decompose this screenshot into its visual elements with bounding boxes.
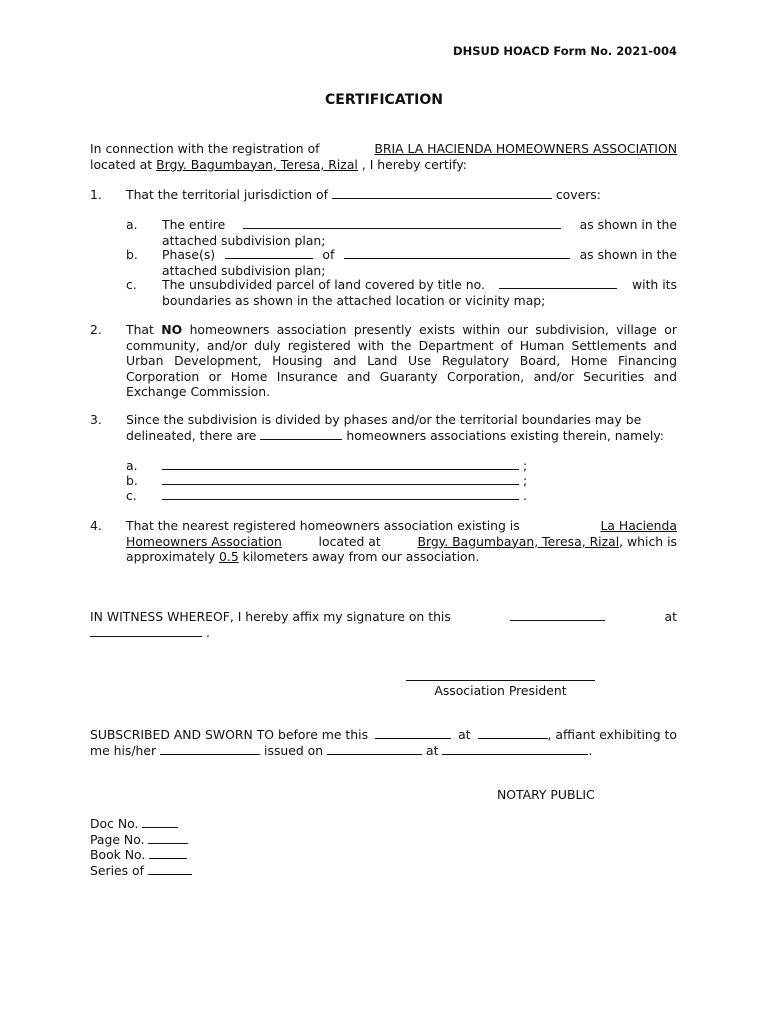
- item-1a-label: a.: [126, 217, 138, 232]
- nearest-association-location: Brgy. Bagumbayan, Teresa, Rizal: [417, 533, 620, 549]
- series-label: Series of: [90, 862, 144, 878]
- issued-on-blank: [327, 743, 422, 755]
- phase-of-blank: [344, 247, 570, 259]
- intro-suffix: , I hereby certify:: [361, 156, 467, 172]
- item-3-line2-post: homeowners associations existing therein, namely:: [346, 427, 664, 443]
- item-2-text: [126, 322, 677, 400]
- item-3b-line: [162, 473, 527, 489]
- item-3c-label: c.: [126, 488, 137, 503]
- sworn-line2-c: at: [426, 742, 439, 758]
- item-2-pre: That: [126, 322, 154, 337]
- item-3a-line: [162, 458, 527, 474]
- phase-blank: [225, 247, 313, 259]
- sworn-line2-d: .: [588, 742, 593, 758]
- item-4-text: [126, 518, 677, 565]
- item-2-number: 2.: [90, 322, 102, 337]
- intro-paragraph: [90, 141, 677, 172]
- item-4-post: kilometers away from our association.: [242, 549, 480, 564]
- sworn-place-blank: [478, 727, 548, 739]
- item-3c-end: .: [522, 488, 527, 503]
- witness-end: .: [205, 624, 210, 640]
- item-3b-end: ;: [522, 473, 528, 488]
- item-3-number: 3.: [90, 412, 102, 427]
- sworn-line2-a: me his/her: [90, 742, 157, 758]
- item-4-which-is: , which is: [619, 533, 677, 549]
- book-no-blank: [149, 847, 187, 859]
- item-1-text: [126, 187, 677, 203]
- item-1a-cont: attached subdivision plan;: [162, 232, 326, 248]
- item-3a-end: ;: [522, 458, 528, 473]
- sworn-date-blank: [375, 727, 451, 739]
- issued-at-blank: [442, 743, 588, 755]
- doc-no-blank: [142, 816, 178, 828]
- item-4-number: 4.: [90, 518, 102, 533]
- item-1-number: 1.: [90, 187, 102, 202]
- item-2-bold: NO: [161, 322, 183, 337]
- item-1b-pre: Phase(s): [162, 247, 216, 262]
- item-1-text-b: covers:: [555, 187, 601, 202]
- sworn-line1-a: SUBSCRIBED AND SWORN TO before me this: [90, 727, 369, 742]
- item-3-line2-pre: delineated, there are: [126, 427, 257, 443]
- item-1b-mid: of: [322, 247, 335, 262]
- item-3-text: [126, 412, 677, 443]
- nearest-association-part2: Homeowners Association: [126, 533, 282, 549]
- association-count-blank: [260, 428, 342, 440]
- distance-value: 0.5: [219, 549, 239, 564]
- association-a-blank: [162, 458, 519, 470]
- item-1b-label: b.: [126, 247, 138, 262]
- item-2-body: homeowners association presently exists within our subdivision, village or community, and/or duly registered with the Department of Human Settlements and Urban Development, Housing and Land Use Regulatory Board, Home Financing Corporation or Home Insurance and Guaranty Corporation, and/or Securities and Exchange Commission.: [126, 322, 677, 399]
- title-no-blank: [499, 277, 617, 289]
- item-3-line1: Since the subdivision is divided by phases and/or the territorial boundaries may be: [126, 412, 642, 427]
- sworn-line1-b: at: [458, 727, 471, 742]
- item-1c-pre: The unsubdivided parcel of land covered by title no.: [162, 277, 485, 292]
- association-name: BRIA LA HACIENDA HOMEOWNERS ASSOCIATION: [374, 141, 677, 156]
- item-1c-label: c.: [126, 277, 137, 292]
- item-1c-text: [162, 277, 677, 308]
- page-title: CERTIFICATION: [325, 92, 443, 108]
- witness-clause: [90, 609, 677, 640]
- item-1a-text: [162, 217, 677, 248]
- signature-line: [406, 680, 595, 681]
- item-1b-cont: attached subdivision plan;: [162, 262, 326, 278]
- jurisdiction-blank: [332, 187, 552, 199]
- item-4-approx: approximately: [126, 549, 216, 564]
- doc-details: [90, 816, 192, 878]
- witness-at: at: [664, 609, 677, 624]
- witness-date-blank: [510, 609, 605, 621]
- signatory-title: Association President: [434, 683, 567, 698]
- item-1a-pre: The entire: [162, 217, 226, 232]
- item-1c-cont: boundaries as shown in the attached location or vicinity map;: [162, 292, 546, 308]
- form-number: DHSUD HOACD Form No. 2021-004: [453, 44, 677, 58]
- witness-text: IN WITNESS WHEREOF, I hereby affix my signature on this: [90, 609, 451, 624]
- series-blank: [148, 863, 192, 875]
- item-1b-post: as shown in the: [579, 247, 677, 262]
- page-no-label: Page No.: [90, 831, 145, 847]
- item-1b-text: [162, 247, 677, 278]
- id-blank: [160, 743, 260, 755]
- page-no-blank: [148, 832, 188, 844]
- item-1-text-a: That the territorial jurisdiction of: [126, 187, 328, 202]
- association-c-blank: [162, 488, 519, 500]
- intro-located-at: located at: [90, 156, 153, 172]
- witness-place-blank: [90, 625, 202, 637]
- book-no-label: Book No.: [90, 847, 146, 862]
- item-1a-post: as shown in the: [579, 217, 677, 232]
- item-3a-label: a.: [126, 458, 138, 473]
- sworn-clause: [90, 727, 677, 758]
- item-3c-line: [162, 488, 527, 504]
- nearest-association-part1: La Hacienda: [600, 518, 677, 533]
- intro-location: Brgy. Bagumbayan, Teresa, Rizal: [156, 156, 358, 172]
- item-1c-post: with its: [632, 277, 677, 292]
- item-4-pre: That the nearest registered homeowners association existing is: [126, 518, 520, 533]
- sworn-line1-c: , affiant exhibiting to: [547, 727, 677, 742]
- association-b-blank: [162, 473, 519, 485]
- item-4-located-at: located at: [318, 533, 381, 549]
- entire-blank: [243, 217, 561, 229]
- intro-prefix: In connection with the registration of: [90, 141, 320, 156]
- doc-no-label: Doc No.: [90, 816, 139, 831]
- sworn-line2-b: issued on: [264, 742, 324, 758]
- item-3b-label: b.: [126, 473, 138, 488]
- notary-label: NOTARY PUBLIC: [497, 787, 595, 802]
